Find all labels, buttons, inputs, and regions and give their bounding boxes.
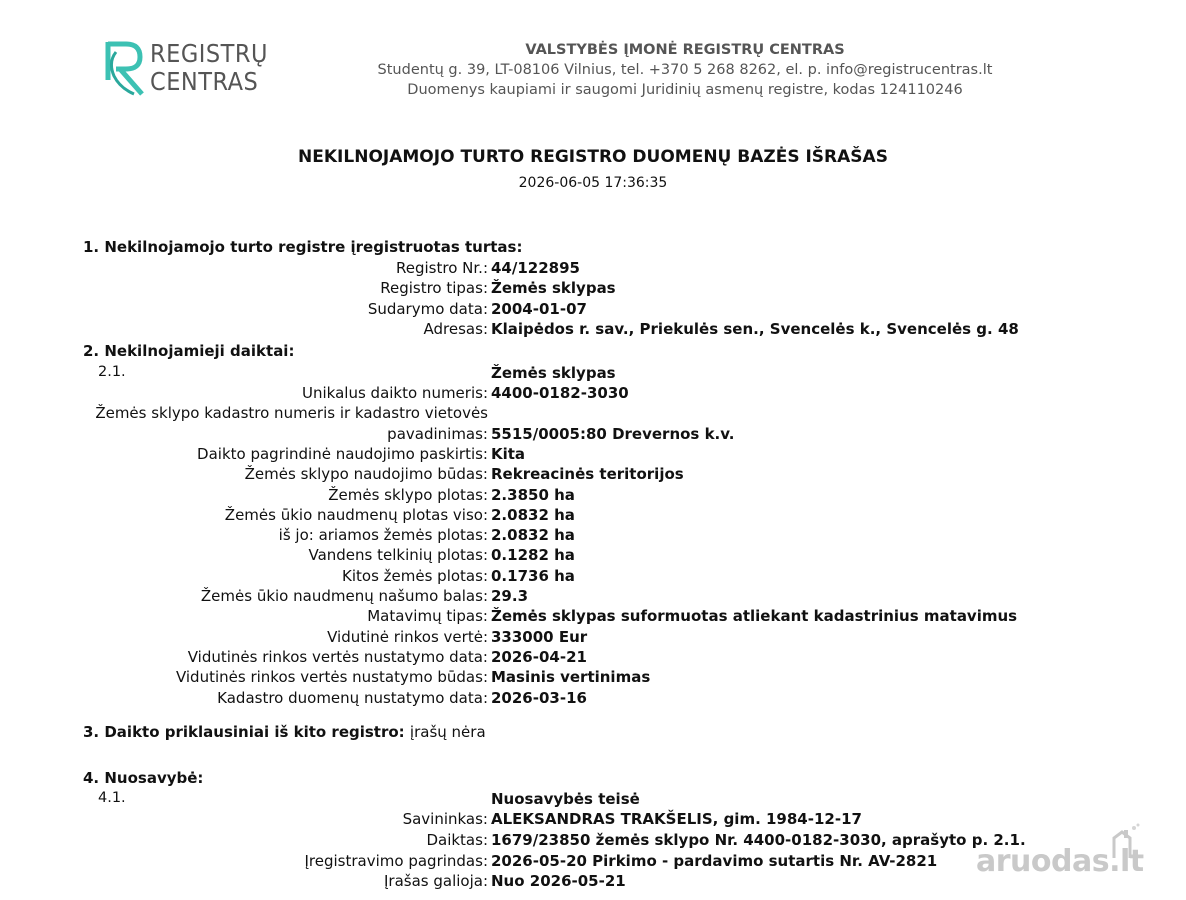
- section4-item-number: 4.1.: [98, 790, 126, 806]
- field-value: 0.1282 ha: [491, 546, 575, 565]
- section4-item-row: [0, 790, 1186, 810]
- company-name: VALSTYBĖS ĮMONĖ REGISTRŲ CENTRAS: [525, 42, 845, 58]
- field-row: [0, 404, 1186, 424]
- field-label: Žemės ūkio naudmenų našumo balas:: [200, 587, 488, 605]
- field-label: iš jo: ariamos žemės plotas:: [278, 526, 488, 545]
- field-label: Žemės sklypo naudojimo būdas:: [244, 465, 488, 484]
- field-value: 44/122895: [491, 259, 580, 277]
- field-label: Matavimų tipas:: [367, 607, 488, 626]
- field-value: 4400-0182-3030: [491, 384, 629, 402]
- field-row: [0, 300, 1186, 320]
- field-label: Žemės ūkio naudmenų plotas viso:: [224, 505, 488, 524]
- field-value: 2.0832 ha: [491, 526, 575, 545]
- field-value: Nuo 2026-05-21: [491, 872, 626, 891]
- field-value: Klaipėdos r. sav., Priekulės sen., Svencelės k., Svencelės g. 48: [491, 319, 1019, 338]
- field-row: [0, 320, 1186, 340]
- field-value: Rekreacinės teritorijos: [491, 465, 684, 484]
- watermark-text: aruodas.lt: [976, 844, 1144, 879]
- rc-logo-icon: [104, 40, 148, 98]
- field-row: [0, 384, 1186, 404]
- field-label: Kitos žemės plotas:: [342, 566, 488, 585]
- section2-item-number: 2.1.: [98, 364, 126, 380]
- field-value: 2026-05-20 Pirkimo - pardavimo sutartis Nr. AV-2821: [491, 851, 938, 870]
- field-label: Vidutinės rinkos vertės nustatymo data:: [187, 647, 488, 666]
- field-row: [0, 587, 1186, 607]
- field-value: Kita: [491, 444, 526, 463]
- field-row: [0, 628, 1186, 648]
- logo-line2: CENTRAS: [150, 67, 259, 96]
- field-row: [0, 259, 1186, 279]
- field-label: Žemės sklypo kadastro numeris ir kadastro vietovės: [95, 404, 488, 423]
- field-value: Masinis vertinimas: [491, 668, 651, 687]
- field-row: [0, 279, 1186, 299]
- field-value: 2026-03-16: [491, 688, 587, 707]
- field-value: 2.0832 ha: [491, 505, 575, 524]
- field-label: Unikalus daikto numeris:: [302, 384, 488, 402]
- field-row: [0, 465, 1186, 485]
- field-value: 1679/23850 žemės sklypo Nr. 4400-0182-3030, aprašyto p. 2.1.: [491, 830, 1026, 849]
- field-value: 2004-01-07: [491, 299, 587, 318]
- field-label: Įregistravimo pagrindas:: [304, 851, 488, 870]
- section3-heading-text: 3. Daikto priklausiniai iš kito registro:: [83, 723, 405, 741]
- field-label: Registro tipas:: [380, 279, 488, 298]
- field-value: 29.3: [491, 587, 529, 605]
- field-label: Įrašas galioja:: [383, 872, 488, 891]
- field-value: Žemės sklypas suformuotas atliekant kadastrinius matavimus: [491, 607, 1018, 626]
- field-label: Žemės sklypo plotas:: [328, 485, 488, 504]
- field-value: 5515/0005:80 Drevernos k.v.: [491, 424, 735, 443]
- field-row: [0, 486, 1186, 506]
- field-label: Adresas:: [423, 319, 488, 338]
- field-value: 2026-04-21: [491, 647, 587, 666]
- field-label: Vidutinės rinkos vertės nustatymo būdas:: [175, 668, 488, 687]
- field-row: [0, 689, 1186, 709]
- section2-item-row: [0, 364, 1186, 384]
- field-row: [0, 607, 1186, 627]
- field-row: [0, 526, 1186, 546]
- field-value: 2.3850 ha: [491, 485, 575, 504]
- section3-heading: [83, 723, 486, 741]
- company-register: Duomenys kaupiami ir saugomi Juridinių asmenų registre, kodas 124110246: [407, 82, 963, 98]
- registru-centras-logo: [104, 40, 284, 100]
- aruodas-watermark: [976, 822, 1156, 882]
- field-row: [0, 445, 1186, 465]
- company-header: [370, 40, 1000, 100]
- field-label: pavadinimas:: [387, 424, 488, 443]
- section2-heading: 2. Nekilnojamieji daiktai:: [83, 342, 295, 360]
- field-row: [0, 425, 1186, 445]
- section3-note: įrašų nėra: [409, 723, 486, 741]
- section4-heading: 4. Nuosavybė:: [83, 769, 204, 787]
- field-label: Registro Nr.:: [396, 259, 488, 277]
- field-label: Kadastro duomenų nustatymo data:: [217, 688, 488, 707]
- section2-item-title: Žemės sklypas: [491, 364, 616, 382]
- field-label: Savininkas:: [402, 810, 488, 828]
- section4-item-title: Nuosavybės teisė: [491, 790, 640, 808]
- field-label: Daiktas:: [426, 830, 488, 849]
- field-label: Vidutinė rinkos vertė:: [327, 627, 488, 646]
- field-row: [0, 546, 1186, 566]
- logo-wordmark: [150, 40, 268, 96]
- field-label: Sudarymo data:: [367, 299, 488, 318]
- field-value: 0.1736 ha: [491, 566, 575, 585]
- document-date: 2026-06-05 17:36:35: [518, 175, 668, 191]
- logo-line1: REGISTRŲ: [150, 39, 269, 68]
- field-row: [0, 648, 1186, 668]
- field-value: 333000 Eur: [491, 627, 588, 646]
- field-row: [0, 506, 1186, 526]
- company-address: Studentų g. 39, LT-08106 Vilnius, tel. +370 5 268 8262, el. p. info@registrucentras.lt: [377, 62, 993, 78]
- field-row: [0, 567, 1186, 587]
- section1-heading: 1. Nekilnojamojo turto registre įregistruotas turtas:: [83, 238, 523, 256]
- document-title: NEKILNOJAMOJO TURTO REGISTRO DUOMENŲ BAZĖS IŠRAŠAS: [298, 147, 888, 167]
- field-label: Vandens telkinių plotas:: [308, 546, 488, 565]
- field-value: Žemės sklypas: [491, 279, 616, 298]
- field-value: ALEKSANDRAS TRAKŠELIS, gim. 1984-12-17: [491, 810, 862, 828]
- field-label: Daikto pagrindinė naudojimo paskirtis:: [197, 444, 488, 463]
- field-row: [0, 668, 1186, 688]
